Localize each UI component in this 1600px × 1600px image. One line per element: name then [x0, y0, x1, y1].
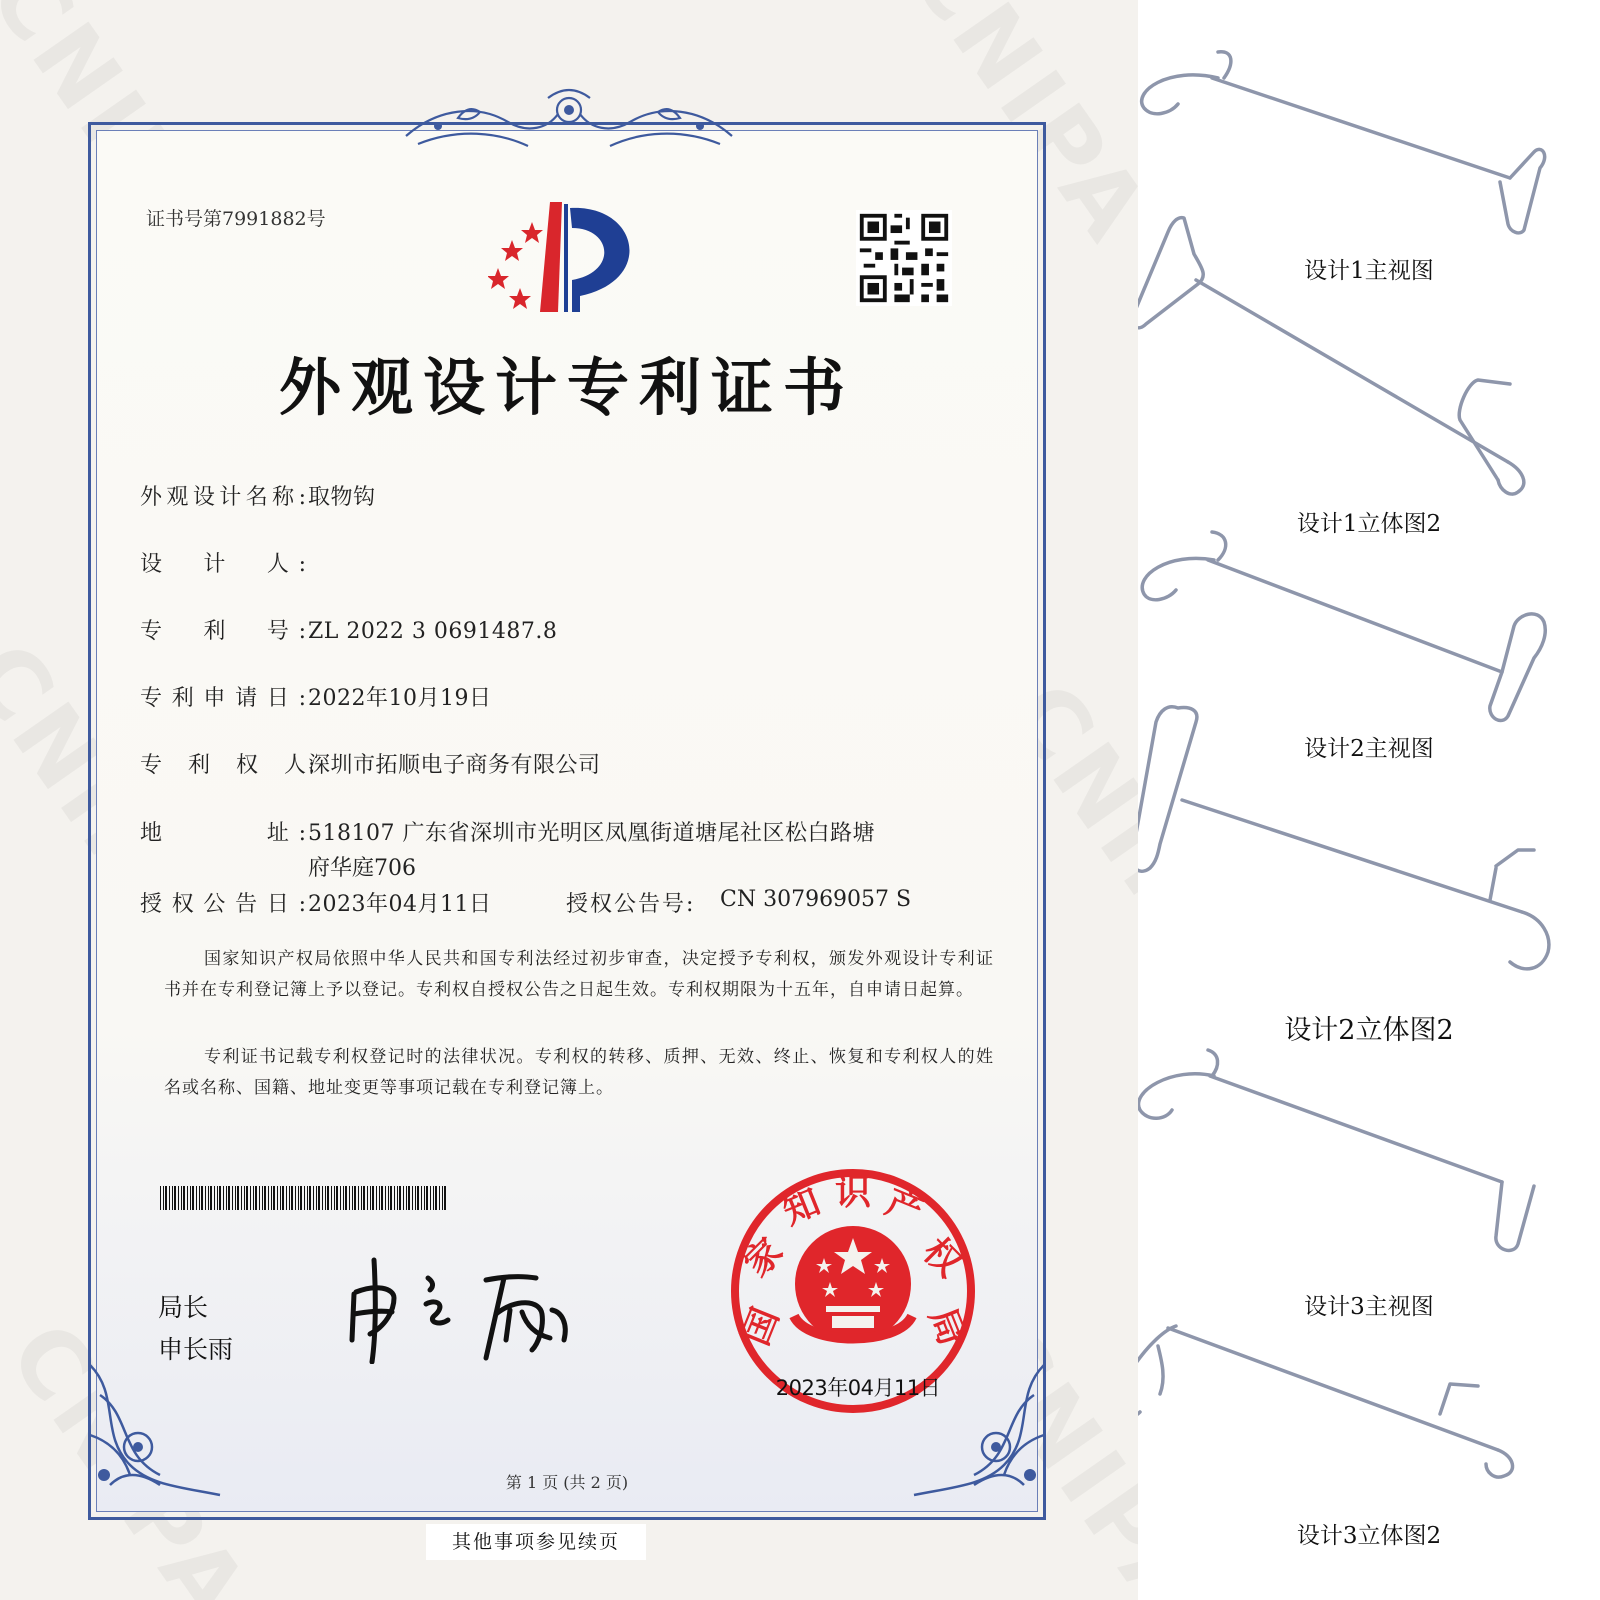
footer-note: 其他事项参见续页: [426, 1524, 646, 1560]
field-label: 设 计 人:: [140, 552, 308, 577]
seal-character: 国: [735, 1302, 788, 1352]
field-value: 取物钩: [308, 485, 376, 510]
field-label: 专 利 号:: [140, 619, 308, 644]
seal-character: 知: [777, 1181, 827, 1234]
field-design-name: [140, 480, 376, 511]
design-caption: 设计1立体图2: [1296, 511, 1442, 537]
seal-character: 产: [879, 1181, 929, 1234]
seal-character: 家: [736, 1230, 792, 1286]
seal-date: 2023年04月11日: [775, 1376, 941, 1400]
field-application-date: [140, 681, 491, 712]
statement-paragraph-2: 专利证书记载专利权登记时的法律状况。专利权的转移、质押、无效、终止、恢复和专利权人的姓名或名称、国籍、地址变更等事项记载在专利登记簿上。: [164, 1047, 994, 1098]
pub-no-value: CN 307969057 S: [720, 887, 912, 912]
field-designer: [140, 547, 308, 578]
seal-character: 权: [914, 1230, 970, 1286]
qr-code: [856, 210, 952, 306]
certificate-title: 外观设计专利证书: [278, 351, 855, 424]
field-label: 地 址:: [140, 821, 308, 846]
field-value: 2023年04月11日: [308, 892, 492, 917]
director-signature: [336, 1254, 596, 1364]
design-caption: 设计2立体图2: [1284, 1015, 1454, 1046]
design-caption: 设计3主视图: [1304, 1294, 1434, 1320]
seal-character: 局: [920, 1302, 973, 1352]
design-caption: 设计2主视图: [1304, 736, 1434, 762]
director-title: 局长: [158, 1293, 209, 1322]
page-number: 第 1 页 (共 2 页): [505, 1473, 629, 1492]
field-label: 授权公告日:: [140, 892, 308, 917]
field-value: 深圳市拓顺电子商务有限公司: [308, 753, 601, 778]
field-address: [140, 816, 875, 847]
barcode: [160, 1186, 448, 1210]
statement-paragraph-1: 国家知识产权局依照中华人民共和国专利法经过初步审查，决定授予专利权，颁发外观设计专利证书并在专利登记簿上予以登记。专利权自授权公告之日起生效。专利权期限为十五年，自申请日起算。: [164, 949, 994, 1000]
top-ornament: [398, 88, 740, 158]
hook-design-3-front-view: [1138, 1040, 1600, 1280]
field-grant-date: [140, 887, 491, 918]
seal-character: 识: [834, 1172, 872, 1213]
field-value: 518107 广东省深圳市光明区凤凰街道塘尾社区松白路塘: [308, 821, 875, 846]
field-value: 2022年10月19日: [308, 686, 492, 711]
certificate-number: 证书号第7991882号: [146, 208, 326, 230]
field-patent-no: [140, 614, 557, 645]
field-label: 专 利 权 人:: [140, 753, 318, 778]
hook-design-3-perspective-view: [1138, 1322, 1600, 1482]
field-value: ZL 2022 3 0691487.8: [308, 619, 558, 644]
director-name: 申长雨: [158, 1335, 234, 1364]
field-label: 专利申请日:: [140, 686, 308, 711]
design-caption: 设计1主视图: [1304, 258, 1434, 284]
address-line-2: 府华庭706: [308, 856, 416, 881]
cnipa-emblem: [488, 200, 648, 316]
hook-design-2-front-view: [1138, 530, 1600, 730]
field-patentee: [140, 748, 601, 779]
pub-no-label: 授权公告号:: [566, 892, 696, 917]
design-caption: 设计3立体图2: [1296, 1523, 1442, 1549]
field-label: 外观设计名称:: [140, 485, 308, 510]
